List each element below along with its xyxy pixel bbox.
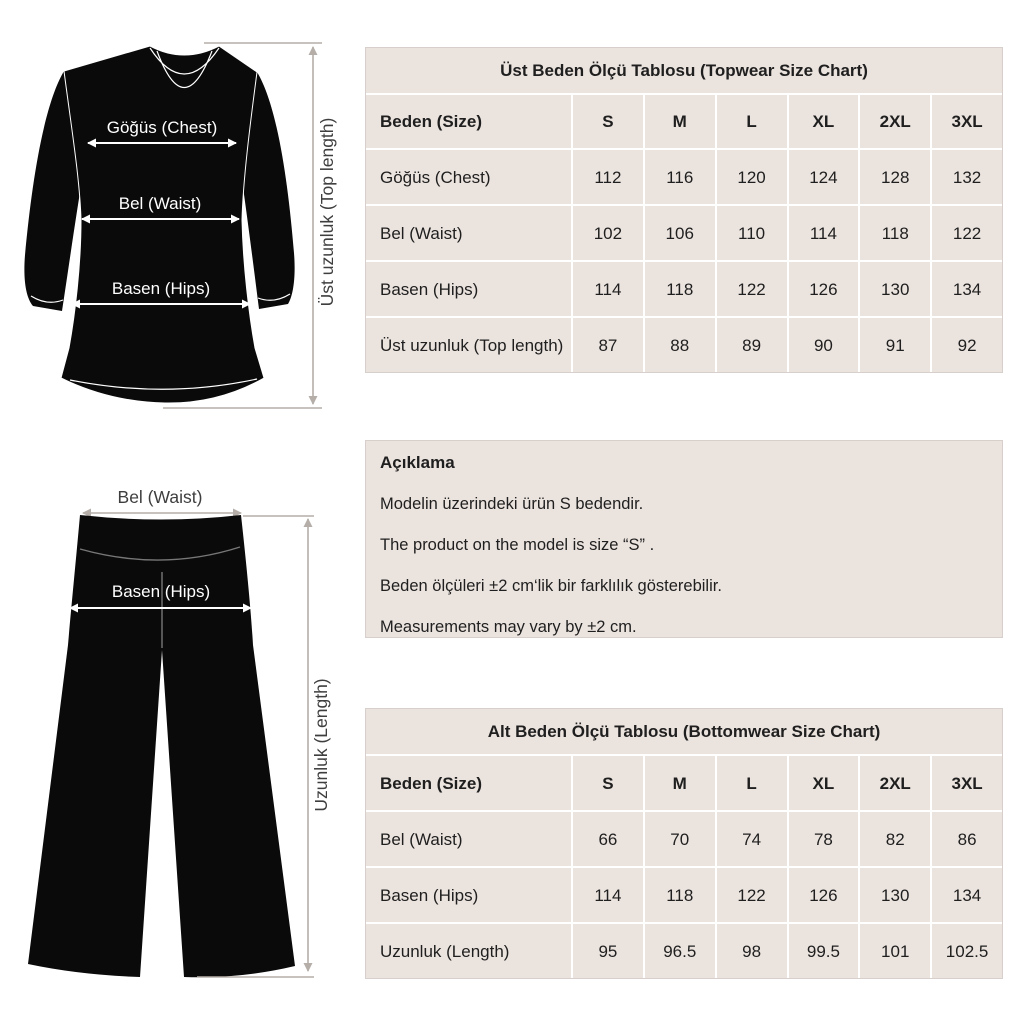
table-value: 74 <box>717 812 787 866</box>
bottomwear-header-2xl: 2XL <box>860 756 930 810</box>
waist-label: Bel (Waist) <box>118 194 202 213</box>
topwear-header-3xl: 3XL <box>932 95 1002 148</box>
topwear-row-length-label: Üst uzunluk (Top length) <box>366 318 571 372</box>
topwear-header-xl: XL <box>789 95 859 148</box>
topwear-garment-diagram <box>0 0 360 440</box>
table-value: 82 <box>860 812 930 866</box>
table-value: 66 <box>573 812 643 866</box>
table-value: 86 <box>932 812 1002 866</box>
topwear-size-table <box>365 47 1003 373</box>
bottomwear-header-l: L <box>717 756 787 810</box>
table-value: 132 <box>932 150 1002 204</box>
table-value: 126 <box>789 262 859 316</box>
topwear-row-hips-label: Basen (Hips) <box>366 262 571 316</box>
note-box <box>365 440 1003 638</box>
note-line-tr-2: Beden ölçüleri ±2 cm‘lik bir farklılık gösterebilir. <box>380 577 722 595</box>
table-value: 92 <box>932 318 1002 372</box>
table-value: 126 <box>789 868 859 922</box>
table-value: 102 <box>573 206 643 260</box>
table-value: 122 <box>932 206 1002 260</box>
table-value: 87 <box>573 318 643 372</box>
table-value: 118 <box>860 206 930 260</box>
table-value: 114 <box>789 206 859 260</box>
table-value: 95 <box>573 924 643 978</box>
bottomwear-row-waist-label: Bel (Waist) <box>366 812 571 866</box>
table-value: 89 <box>717 318 787 372</box>
table-value: 88 <box>645 318 715 372</box>
topwear-header-2xl: 2XL <box>860 95 930 148</box>
table-value: 114 <box>573 868 643 922</box>
table-value: 112 <box>573 150 643 204</box>
bottomwear-garment-diagram <box>0 465 360 1010</box>
note-line-en-1: The product on the model is size “S” . <box>380 536 655 554</box>
table-value: 120 <box>717 150 787 204</box>
table-value: 90 <box>789 318 859 372</box>
table-value: 128 <box>860 150 930 204</box>
bottomwear-table-title: Alt Beden Ölçü Tablosu (Bottomwear Size Chart) <box>366 709 1002 754</box>
pants-waist-label: Bel (Waist) <box>117 487 203 507</box>
table-value: 114 <box>573 262 643 316</box>
bottomwear-header-xl: XL <box>789 756 859 810</box>
topwear-row-chest-label: Göğüs (Chest) <box>366 150 571 204</box>
bottomwear-size-table <box>365 708 1003 979</box>
table-value: 91 <box>860 318 930 372</box>
table-value: 106 <box>645 206 715 260</box>
bottomwear-row-hips-label: Basen (Hips) <box>366 868 571 922</box>
topwear-header-m: M <box>645 95 715 148</box>
topwear-row-waist-label: Bel (Waist) <box>366 206 571 260</box>
note-line-en-2: Measurements may vary by ±2 cm. <box>380 618 637 636</box>
topwear-header-s: S <box>573 95 643 148</box>
topwear-header-l: L <box>717 95 787 148</box>
table-value: 134 <box>932 262 1002 316</box>
table-value: 118 <box>645 868 715 922</box>
table-value: 116 <box>645 150 715 204</box>
table-value: 130 <box>860 262 930 316</box>
note-title: Açıklama <box>380 453 455 472</box>
tunic-body <box>61 46 264 403</box>
table-value: 98 <box>717 924 787 978</box>
top-length-label: Üst uzunluk (Top length) <box>317 117 337 307</box>
table-value: 134 <box>932 868 1002 922</box>
table-value: 122 <box>717 262 787 316</box>
table-value: 78 <box>789 812 859 866</box>
table-value: 96.5 <box>645 924 715 978</box>
bottomwear-header-s: S <box>573 756 643 810</box>
bottomwear-header-size: Beden (Size) <box>366 756 571 810</box>
topwear-header-size: Beden (Size) <box>366 95 571 148</box>
bottomwear-header-3xl: 3XL <box>932 756 1002 810</box>
bottomwear-header-m: M <box>645 756 715 810</box>
table-value: 102.5 <box>932 924 1002 978</box>
pants-hips-label: Basen (Hips) <box>111 582 211 601</box>
table-value: 110 <box>717 206 787 260</box>
table-value: 70 <box>645 812 715 866</box>
table-value: 130 <box>860 868 930 922</box>
bottomwear-row-length-label: Uzunluk (Length) <box>366 924 571 978</box>
topwear-table-title: Üst Beden Ölçü Tablosu (Topwear Size Chart) <box>366 48 1002 93</box>
table-value: 122 <box>717 868 787 922</box>
chest-label: Göğüs (Chest) <box>106 118 218 137</box>
table-value: 124 <box>789 150 859 204</box>
table-value: 118 <box>645 262 715 316</box>
table-value: 101 <box>860 924 930 978</box>
hips-label: Basen (Hips) <box>111 279 211 298</box>
pants-length-label: Uzunluk (Length) <box>311 678 331 812</box>
note-line-tr-1: Modelin üzerindeki ürün S bedendir. <box>380 495 644 513</box>
table-value: 99.5 <box>789 924 859 978</box>
